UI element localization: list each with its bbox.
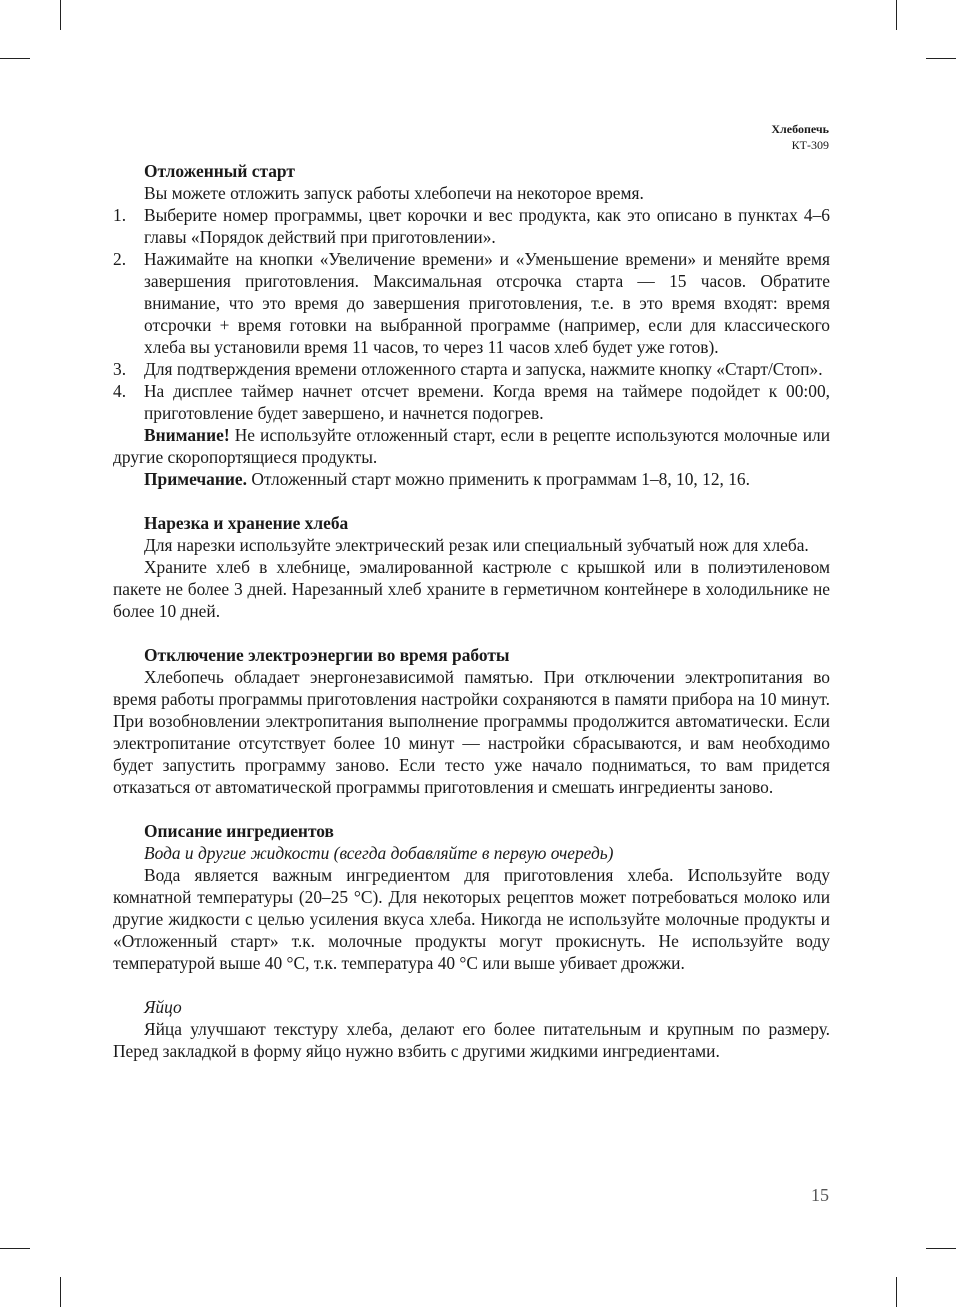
header-brand: Хлебопечь bbox=[771, 122, 829, 136]
subsection-title-water: Вода и другие жидкости (всегда добавляйте в первую очередь) bbox=[144, 843, 614, 863]
delayed-start-steps bbox=[113, 204, 830, 424]
crop-mark bbox=[896, 1277, 897, 1307]
list-item bbox=[113, 204, 830, 248]
list-item-number: 4. bbox=[113, 381, 127, 401]
header-model: КТ-309 bbox=[791, 138, 829, 152]
warning-text: Не используйте отложенный старт, если в рецепте используются молочные или другие скоропортящиеся продукты. bbox=[113, 425, 830, 467]
list-item-number: 1. bbox=[113, 205, 127, 225]
note-paragraph bbox=[113, 468, 830, 490]
list-item-number: 3. bbox=[113, 359, 127, 379]
crop-mark bbox=[926, 1248, 956, 1249]
slicing-paragraph-2: Храните хлеб в хлебнице, эмалированной кастрюле с крышкой или в полиэтиленовом пакете не более 3 дней. Нарезанный хлеб храните в герметичном контейнере в холодильнике не более 10 дней. bbox=[113, 557, 830, 621]
page-number: 15 bbox=[811, 1185, 829, 1205]
page-content bbox=[113, 160, 830, 1062]
section-title-power-outage: Отключение электроэнергии во время работы bbox=[144, 645, 510, 665]
section-title-delayed-start: Отложенный старт bbox=[144, 161, 295, 181]
note-text: Отложенный старт можно применить к программам 1–8, 10, 12, 16. bbox=[246, 469, 750, 489]
crop-mark bbox=[0, 58, 30, 59]
crop-mark bbox=[60, 0, 61, 30]
list-item-text: На дисплее таймер начнет отсчет времени. Когда время на таймере подойдет к 00:00, приготовление будет завершено, и начнется подогрев. bbox=[144, 381, 830, 423]
list-item bbox=[113, 248, 830, 358]
list-item-text: Нажимайте на кнопки «Увеличение времени» и «Уменьшение времени» и меняйте время завершения приготовления. Максимальная отсрочка старта — 15 часов. Обратите внимание, что это время до завершения приготовления, т.е. в это время входят: время отсрочки + время готовки на выбранной программе (например, если для классического хлеба вы установили время 11 часов, то через 11 часов хлеб будет уже готов). bbox=[144, 249, 830, 357]
running-header bbox=[771, 121, 829, 153]
section-title-ingredients: Описание ингредиентов bbox=[144, 821, 334, 841]
power-outage-paragraph: Хлебопечь обладает энергонезависимой памятью. При отключении электропитания во время работы программы приготовления настройки сохраняются в памяти прибора на 10 минут. При возобновлении электропитания выполнение программы продолжится автоматически. Если электропитание отсутствует более 10 минут — настройки сбрасываются, и вам необходимо будет запустить программу заново. Если тесто уже начало подниматься, то вам придется отказаться от автоматической программы приготовления и смешать ингредиенты заново. bbox=[113, 667, 830, 797]
crop-mark bbox=[60, 1277, 61, 1307]
subsection-title-egg: Яйцо bbox=[144, 997, 182, 1017]
list-item-text: Выберите номер программы, цвет корочки и вес продукта, как это описано в пунктах 4–6 главы «Порядок действий при приготовлении». bbox=[144, 205, 830, 247]
crop-mark bbox=[896, 0, 897, 30]
note-label: Примечание. bbox=[144, 469, 247, 489]
list-item-number: 2. bbox=[113, 249, 127, 269]
list-item-text: Для подтверждения времени отложенного старта и запуска, нажмите кнопку «Старт/Стоп». bbox=[144, 359, 823, 379]
section-title-slicing: Нарезка и хранение хлеба bbox=[144, 513, 349, 533]
slicing-paragraph-1: Для нарезки используйте электрический резак или специальный зубчатый нож для хлеба. bbox=[144, 535, 809, 555]
list-item bbox=[113, 358, 830, 380]
water-paragraph: Вода является важным ингредиентом для приготовления хлеба. Используйте воду комнатной температуры (20–25 °С). Для некоторых рецептов может потребоваться молоко или другие жидкости с целью усиления вкуса хлеба. Никогда не используйте молочные продукты и «Отложенный старт» т.к. молочные продукты могут прокиснуть. Не используйте воду температурой выше 40 °С, т.к. температура 40 °С или выше убивает дрожжи. bbox=[113, 865, 830, 973]
crop-mark bbox=[0, 1248, 30, 1249]
list-item bbox=[113, 380, 830, 424]
warning-paragraph bbox=[113, 424, 830, 468]
egg-paragraph: Яйца улучшают текстуру хлеба, делают его более питательным и крупным по размеру. Перед закладкой в форму яйцо нужно взбить с другими жидкими ингредиентами. bbox=[113, 1019, 830, 1061]
warning-label: Внимание! bbox=[144, 425, 230, 445]
crop-mark bbox=[926, 58, 956, 59]
delayed-start-intro: Вы можете отложить запуск работы хлебопечи на некоторое время. bbox=[144, 183, 644, 203]
